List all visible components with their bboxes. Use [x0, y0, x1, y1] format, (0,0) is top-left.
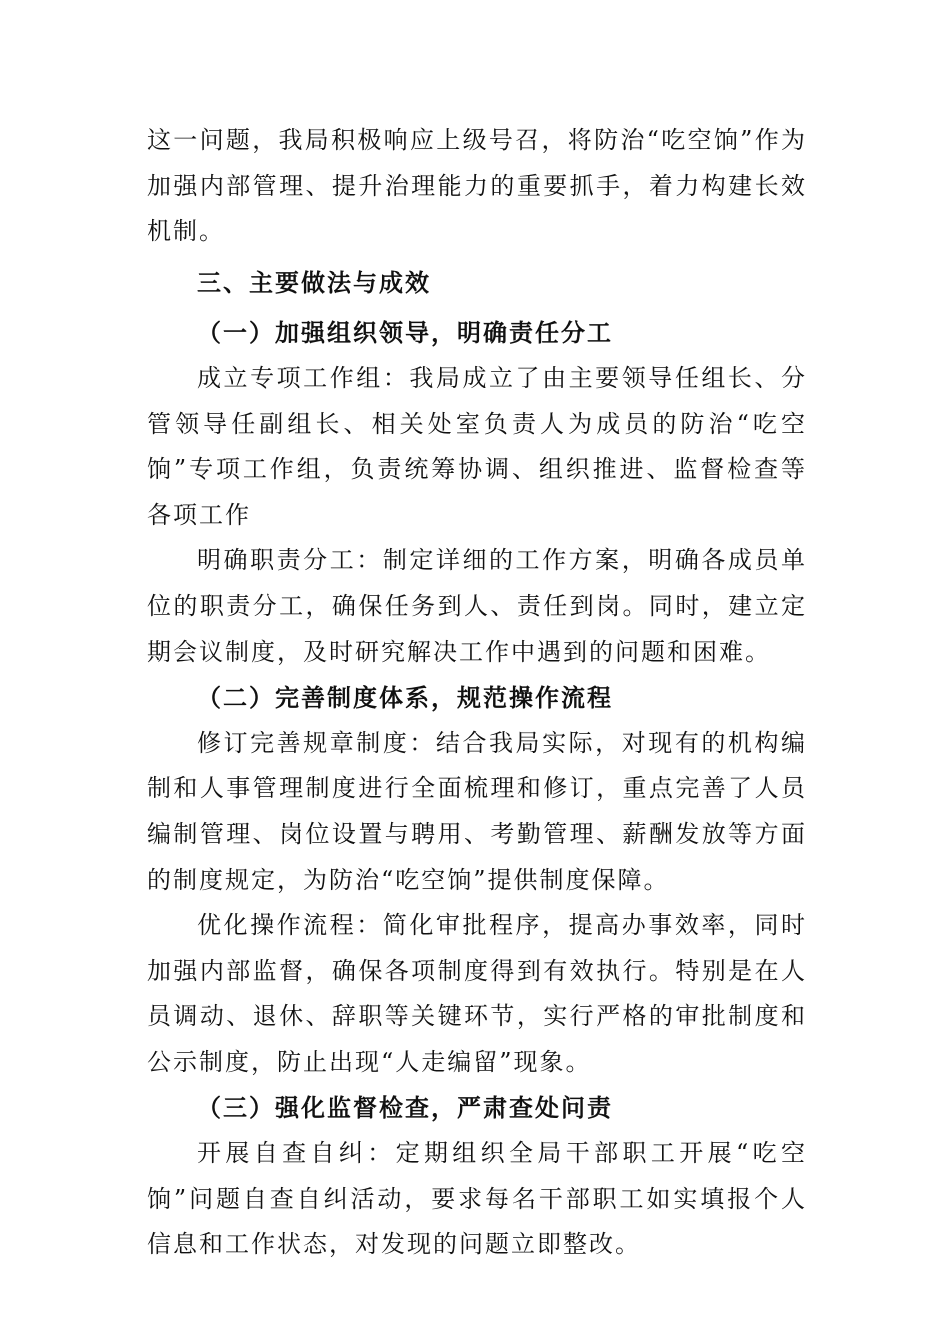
- paragraph: 优化操作流程：简化审批程序，提高办事效率，同时加强内部监督，确保各项制度得到有效执行。特别是在人员调动、退休、辞职等关键环节，实行严格的审批制度和公示制度，防止出现“人走编留”现象。: [147, 911, 807, 1076]
- paragraph: 开展自查自纠：定期组织全局干部职工开展“吃空饷”问题自查自纠活动，要求每名干部职工如实填报个人信息和工作状态，对发现的问题立即整改。: [147, 1139, 807, 1259]
- paragraph: 成立专项工作组：我局成立了由主要领导任组长、分管领导任副组长、相关处室负责人为成员的防治“吃空饷”专项工作组，负责统筹协调、组织推进、监督检查等各项工作: [147, 363, 807, 529]
- paragraph-continued: 这一问题，我局积极响应上级号召，将防治“吃空饷”作为加强内部管理、提升治理能力的重要抓手，着力构建长效机制。: [147, 126, 807, 246]
- subsection-heading: （三）强化监督检查，严肃查处问责: [197, 1093, 613, 1123]
- paragraph: 修订完善规章制度：结合我局实际，对现有的机构编制和人事管理制度进行全面梳理和修订，重点完善了人员编制管理、岗位设置与聘用、考勤管理、薪酬发放等方面的制度规定，为防治“吃空饷”提供制度保障。: [147, 728, 807, 894]
- document-body: [147, 118, 807, 1268]
- section-heading: 三、主要做法与成效: [197, 268, 431, 297]
- subsection-heading: （二）完善制度体系，规范操作流程: [197, 683, 613, 713]
- paragraph: 明确职责分工：制定详细的工作方案，明确各成员单位的职责分工，确保任务到人、责任到岗。同时，建立定期会议制度，及时研究解决工作中遇到的问题和困难。: [147, 546, 807, 666]
- subsection-heading: （一）加强组织领导，明确责任分工: [197, 318, 613, 348]
